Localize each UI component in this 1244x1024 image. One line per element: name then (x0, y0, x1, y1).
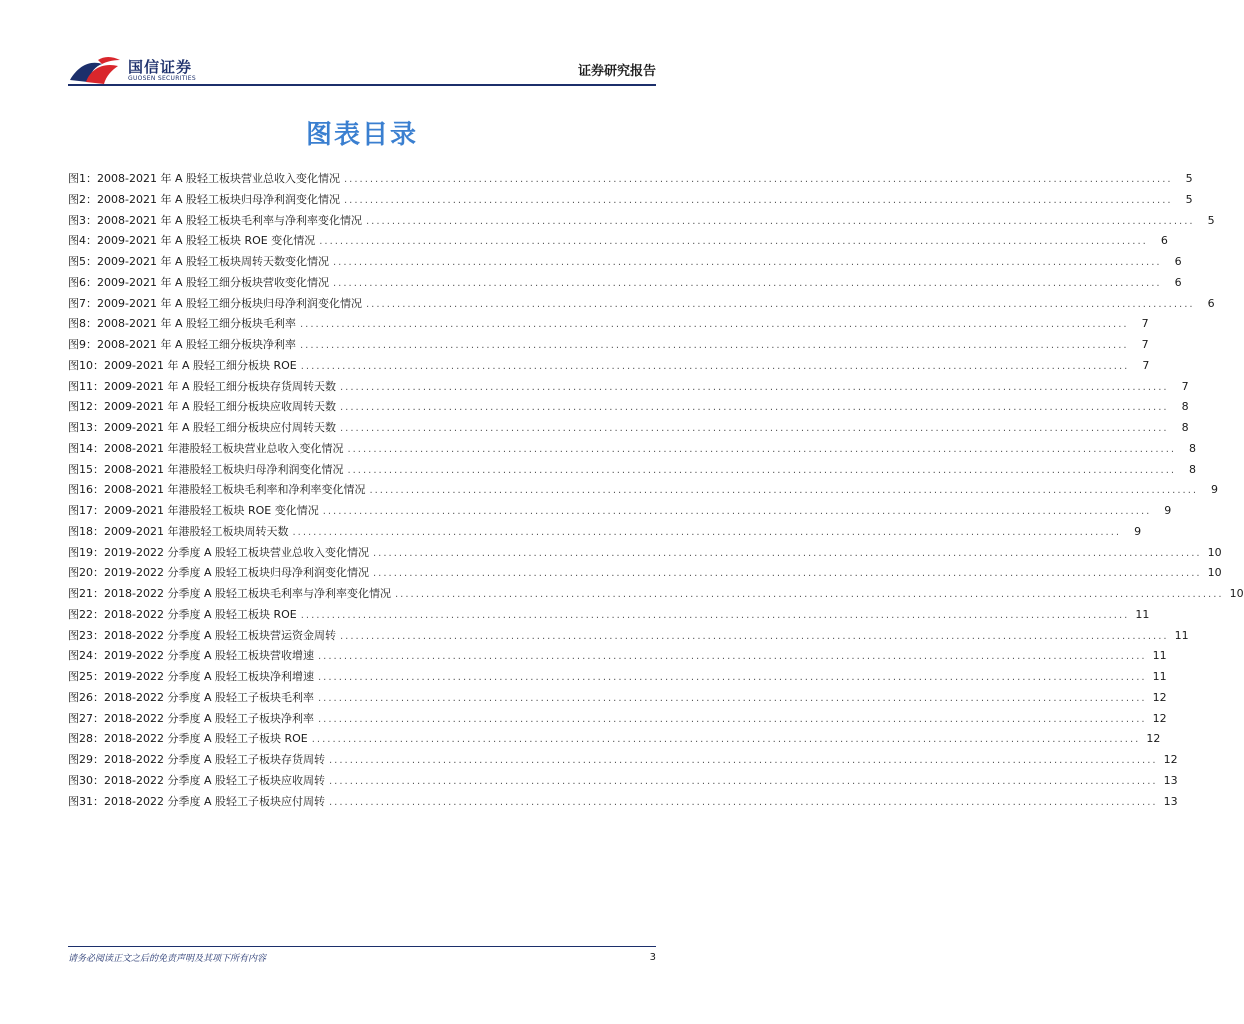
toc-entry-title: 2009-2021 年港股轻工板块周转天数 (104, 524, 289, 538)
toc-entry-label: 图5： (68, 255, 97, 268)
toc-entry-title: 2009-2021 年 A 股轻工细分板块 ROE (104, 358, 297, 372)
toc-entry-title: 2008-2021 年 A 股轻工板块归母净利润变化情况 (97, 192, 340, 206)
toc-entry-page: 8 (1181, 421, 1189, 434)
toc-entry-page: 5 (1207, 213, 1215, 227)
toc-entry-title: 2009-2021 年 A 股轻工细分板块应付周转天数 (104, 421, 336, 434)
toc-entry-page: 6 (1174, 275, 1182, 289)
toc-entry-title: 2018-2022 分季度 A 股轻工子板块净利率 (104, 711, 314, 725)
toc-dot-leader: ................................................................................................................................................................ (339, 381, 1169, 393)
toc-entry-page: 12 (1146, 732, 1161, 746)
toc-entry-title: 2008-2021 年港股轻工板块归母净利润变化情况 (104, 462, 344, 476)
toc-entry-title: 2018-2022 分季度 A 股轻工板块毛利率与净利率变化情况 (104, 587, 391, 600)
toc-entry-page: 8 (1181, 400, 1189, 414)
toc-entry-label: 图3： (68, 213, 97, 227)
toc-dot-leader: ................................................................................................................................................................ (339, 630, 1169, 642)
toc-entry[interactable] (68, 710, 1167, 731)
toc-entry[interactable] (68, 730, 1161, 751)
toc-dot-leader: ................................................................................................................................................................ (394, 589, 1224, 600)
toc-entry-label: 图30： (68, 773, 104, 787)
toc-entry-title: 2008-2021 年 A 股轻工板块毛利率与净利率变化情况 (97, 213, 362, 227)
toc-entry-page: 11 (1174, 628, 1189, 642)
toc-entry[interactable] (68, 523, 1142, 544)
toc-entry[interactable] (68, 170, 1193, 191)
toc-entry-page: 10 (1207, 545, 1222, 559)
page-number: 3 (649, 952, 656, 963)
toc-entry-title: 2008-2021 年 A 股轻工细分板块毛利率 (97, 317, 296, 331)
toc-entry-page: 6 (1207, 296, 1215, 310)
toc-entry-label: 图6： (68, 275, 97, 289)
toc-entry-page: 7 (1141, 317, 1149, 331)
toc-entry[interactable] (68, 357, 1150, 378)
toc-entry-label: 图29： (68, 753, 104, 766)
toc-entry-label: 图31： (68, 794, 104, 808)
toc-entry-page: 5 (1185, 172, 1193, 185)
toc-dot-leader: ................................................................................................................................................................ (317, 672, 1147, 683)
toc-entry-label: 图8： (68, 317, 97, 331)
toc-entry-page: 9 (1211, 483, 1219, 497)
toc-entry-label: 图28： (68, 732, 104, 746)
toc-entry[interactable] (68, 295, 1215, 316)
toc-entry-page: 11 (1152, 670, 1167, 683)
toc-entry-label: 图7： (68, 296, 97, 310)
toc-dot-leader: ................................................................................................................................................................ (328, 796, 1158, 808)
toc-entry-label: 图22： (68, 607, 104, 621)
toc-entry-page: 6 (1160, 234, 1168, 248)
toc-entry-page: 11 (1152, 649, 1167, 663)
toc-entry-page: 5 (1185, 192, 1193, 206)
toc-dot-leader: ................................................................................................................................................................ (365, 298, 1195, 310)
toc-entry-page: 13 (1163, 773, 1178, 787)
toc-entry-title: 2008-2021 年港股轻工板块毛利率和净利率变化情况 (104, 483, 366, 497)
toc-dot-leader: ................................................................................................................................................................ (332, 257, 1162, 268)
toc-dot-leader: ................................................................................................................................................................ (317, 713, 1147, 725)
toc-entry-page: 10 (1207, 566, 1222, 580)
toc-entry-label: 图1： (68, 172, 97, 185)
toc-entry-title: 2009-2021 年 A 股轻工细分板块归母净利润变化情况 (97, 296, 362, 310)
toc-entry[interactable] (68, 751, 1178, 772)
toc-entry-page: 10 (1229, 587, 1244, 600)
toc-entry-label: 图18： (68, 524, 104, 538)
toc-entry[interactable] (68, 274, 1182, 295)
toc-entry-label: 图26： (68, 690, 104, 704)
toc-dot-leader: ................................................................................................................................................................ (339, 423, 1169, 434)
toc-entry-title: 2018-2022 分季度 A 股轻工子板块应收周转 (104, 773, 325, 787)
toc-dot-leader: ................................................................................................................................................................ (311, 734, 1141, 746)
toc-dot-leader: ................................................................................................................................................................ (299, 319, 1129, 331)
toc-entry-title: 2019-2022 分季度 A 股轻工板块归母净利润变化情况 (104, 566, 369, 580)
toc-entry[interactable] (68, 461, 1197, 482)
toc-entry-page: 7 (1141, 338, 1149, 351)
toc-dot-leader: ................................................................................................................................................................ (317, 692, 1147, 704)
toc-entry[interactable] (68, 544, 1222, 565)
toc-entry-page: 12 (1163, 753, 1178, 766)
toc-entry-label: 图13： (68, 421, 104, 434)
toc-entry-title: 2018-2022 分季度 A 股轻工板块 ROE (104, 607, 297, 621)
toc-dot-leader: ................................................................................................................................................................ (339, 402, 1169, 414)
report-type-label: 证券研究报告 (577, 64, 656, 79)
toc-entry-title: 2019-2022 分季度 A 股轻工板块营收增速 (104, 649, 314, 663)
toc-entry[interactable] (68, 440, 1197, 461)
toc-entry-title: 2019-2022 分季度 A 股轻工板块净利增速 (104, 670, 314, 683)
toc-entry[interactable] (68, 481, 1219, 502)
toc-entry-page: 12 (1152, 711, 1167, 725)
logo-mark-icon (68, 52, 124, 86)
toc-dot-leader: ................................................................................................................................................................ (292, 526, 1122, 538)
toc-dot-leader: ................................................................................................................................................................ (322, 506, 1152, 517)
toc-entry-page: 8 (1189, 462, 1197, 476)
toc-entry-label: 图2： (68, 192, 97, 206)
toc-entry-label: 图19： (68, 545, 104, 559)
toc-entry[interactable] (68, 647, 1167, 668)
header-divider (68, 84, 656, 86)
toc-entry-title: 2009-2021 年港股轻工板块 ROE 变化情况 (104, 504, 319, 517)
toc-entry[interactable] (68, 564, 1222, 585)
footer-disclaimer: 请务必阅读正文之后的免责声明及其项下所有内容 (68, 954, 267, 964)
toc-entry-label: 图14： (68, 441, 104, 455)
toc-dot-leader: ................................................................................................................................................................ (299, 340, 1129, 351)
toc-entry[interactable] (68, 689, 1167, 710)
toc-entry-label: 图11： (68, 379, 104, 393)
toc-entry-label: 图25： (68, 670, 104, 683)
toc-entry[interactable] (68, 398, 1189, 419)
toc-entry-title: 2009-2021 年 A 股轻工细分板块应收周转天数 (104, 400, 336, 414)
toc-entry[interactable] (68, 627, 1189, 648)
toc-entry[interactable] (68, 336, 1149, 357)
toc-entry-title: 2009-2021 年 A 股轻工板块周转天数变化情况 (97, 255, 329, 268)
logo-text-cn: 国信证券 (128, 58, 193, 76)
toc-entry-title: 2019-2022 分季度 A 股轻工板块营业总收入变化情况 (104, 545, 369, 559)
guosen-logo (68, 52, 218, 86)
toc-dot-leader: ................................................................................................................................................................ (317, 651, 1147, 663)
toc-entry-label: 图4： (68, 234, 97, 248)
toc-dot-leader: ................................................................................................................................................................ (343, 174, 1173, 185)
toc-entry[interactable] (68, 378, 1189, 399)
toc-dot-leader: ................................................................................................................................................................ (369, 485, 1199, 497)
logo-text-en: GUOSEN SECURITIES (128, 75, 197, 82)
toc-entry[interactable] (68, 232, 1168, 253)
toc-entry-label: 图9： (68, 338, 97, 351)
toc-entry-title: 2018-2022 分季度 A 股轻工子板块 ROE (104, 732, 308, 746)
toc-entry[interactable] (68, 585, 1244, 606)
toc-entry[interactable] (68, 253, 1182, 274)
toc-entry-title: 2009-2021 年 A 股轻工细分板块营收变化情况 (97, 275, 329, 289)
toc-entry-label: 图10： (68, 358, 104, 372)
toc-entry[interactable] (68, 606, 1150, 627)
toc-entry-page: 7 (1142, 358, 1150, 372)
toc-entry-label: 图15： (68, 462, 104, 476)
toc-entry-label: 图12： (68, 400, 104, 414)
toc-entry-page: 9 (1164, 504, 1172, 517)
toc-dot-leader: ................................................................................................................................................................ (300, 609, 1130, 621)
toc-entry-label: 图23： (68, 628, 104, 642)
toc-entry[interactable] (68, 772, 1178, 793)
toc-entry-title: 2009-2021 年 A 股轻工板块 ROE 变化情况 (97, 234, 316, 248)
toc-entry-title: 2018-2022 分季度 A 股轻工子板块存货周转 (104, 753, 325, 766)
toc-entry-label: 图17： (68, 504, 104, 517)
toc-dot-leader: ................................................................................................................................................................ (332, 277, 1162, 289)
toc-dot-leader: ................................................................................................................................................................ (347, 443, 1177, 455)
toc-entry-label: 图21： (68, 587, 104, 600)
figure-table-of-contents (68, 170, 1244, 813)
toc-entry-title: 2009-2021 年 A 股轻工细分板块存货周转天数 (104, 379, 336, 393)
toc-entry-label: 图27： (68, 711, 104, 725)
toc-entry-page: 6 (1174, 255, 1182, 268)
toc-entry-page: 13 (1163, 794, 1178, 808)
toc-entry-page: 12 (1152, 690, 1167, 704)
toc-dot-leader: ................................................................................................................................................................ (347, 464, 1177, 476)
toc-entry[interactable] (68, 793, 1178, 814)
toc-entry-page: 9 (1134, 524, 1142, 538)
toc-entry-title: 2008-2021 年港股轻工板块营业总收入变化情况 (104, 441, 344, 455)
page-header (68, 48, 656, 88)
toc-entry[interactable] (68, 668, 1167, 689)
toc-entry-page: 8 (1189, 441, 1197, 455)
footer-divider (68, 946, 656, 947)
toc-entry-label: 图20： (68, 566, 104, 580)
toc-entry-title: 2008-2021 年 A 股轻工细分板块净利率 (97, 338, 296, 351)
toc-dot-leader: ................................................................................................................................................................ (328, 755, 1158, 766)
toc-entry-page: 11 (1135, 607, 1150, 621)
toc-dot-leader: ................................................................................................................................................................ (300, 360, 1130, 372)
toc-entry[interactable] (68, 315, 1149, 336)
toc-dot-leader: ................................................................................................................................................................ (372, 568, 1202, 580)
toc-entry-label: 图24： (68, 649, 104, 663)
page-title: 图表目录 (305, 120, 418, 150)
toc-entry[interactable] (68, 419, 1189, 440)
toc-entry-label: 图16： (68, 483, 104, 497)
toc-dot-leader: ................................................................................................................................................................ (365, 215, 1195, 227)
toc-entry-title: 2018-2022 分季度 A 股轻工子板块应付周转 (104, 794, 325, 808)
toc-dot-leader: ................................................................................................................................................................ (343, 194, 1173, 206)
toc-dot-leader: ................................................................................................................................................................ (372, 547, 1202, 559)
toc-entry-title: 2018-2022 分季度 A 股轻工板块营运资金周转 (104, 628, 336, 642)
toc-entry-page: 7 (1181, 379, 1189, 393)
toc-dot-leader: ................................................................................................................................................................ (319, 236, 1148, 248)
toc-entry-title: 2008-2021 年 A 股轻工板块营业总收入变化情况 (97, 172, 340, 185)
toc-entry[interactable] (68, 191, 1193, 212)
toc-entry[interactable] (68, 502, 1172, 523)
toc-entry[interactable] (68, 212, 1215, 233)
toc-dot-leader: ................................................................................................................................................................ (328, 775, 1158, 787)
toc-entry-title: 2018-2022 分季度 A 股轻工子板块毛利率 (104, 690, 314, 704)
